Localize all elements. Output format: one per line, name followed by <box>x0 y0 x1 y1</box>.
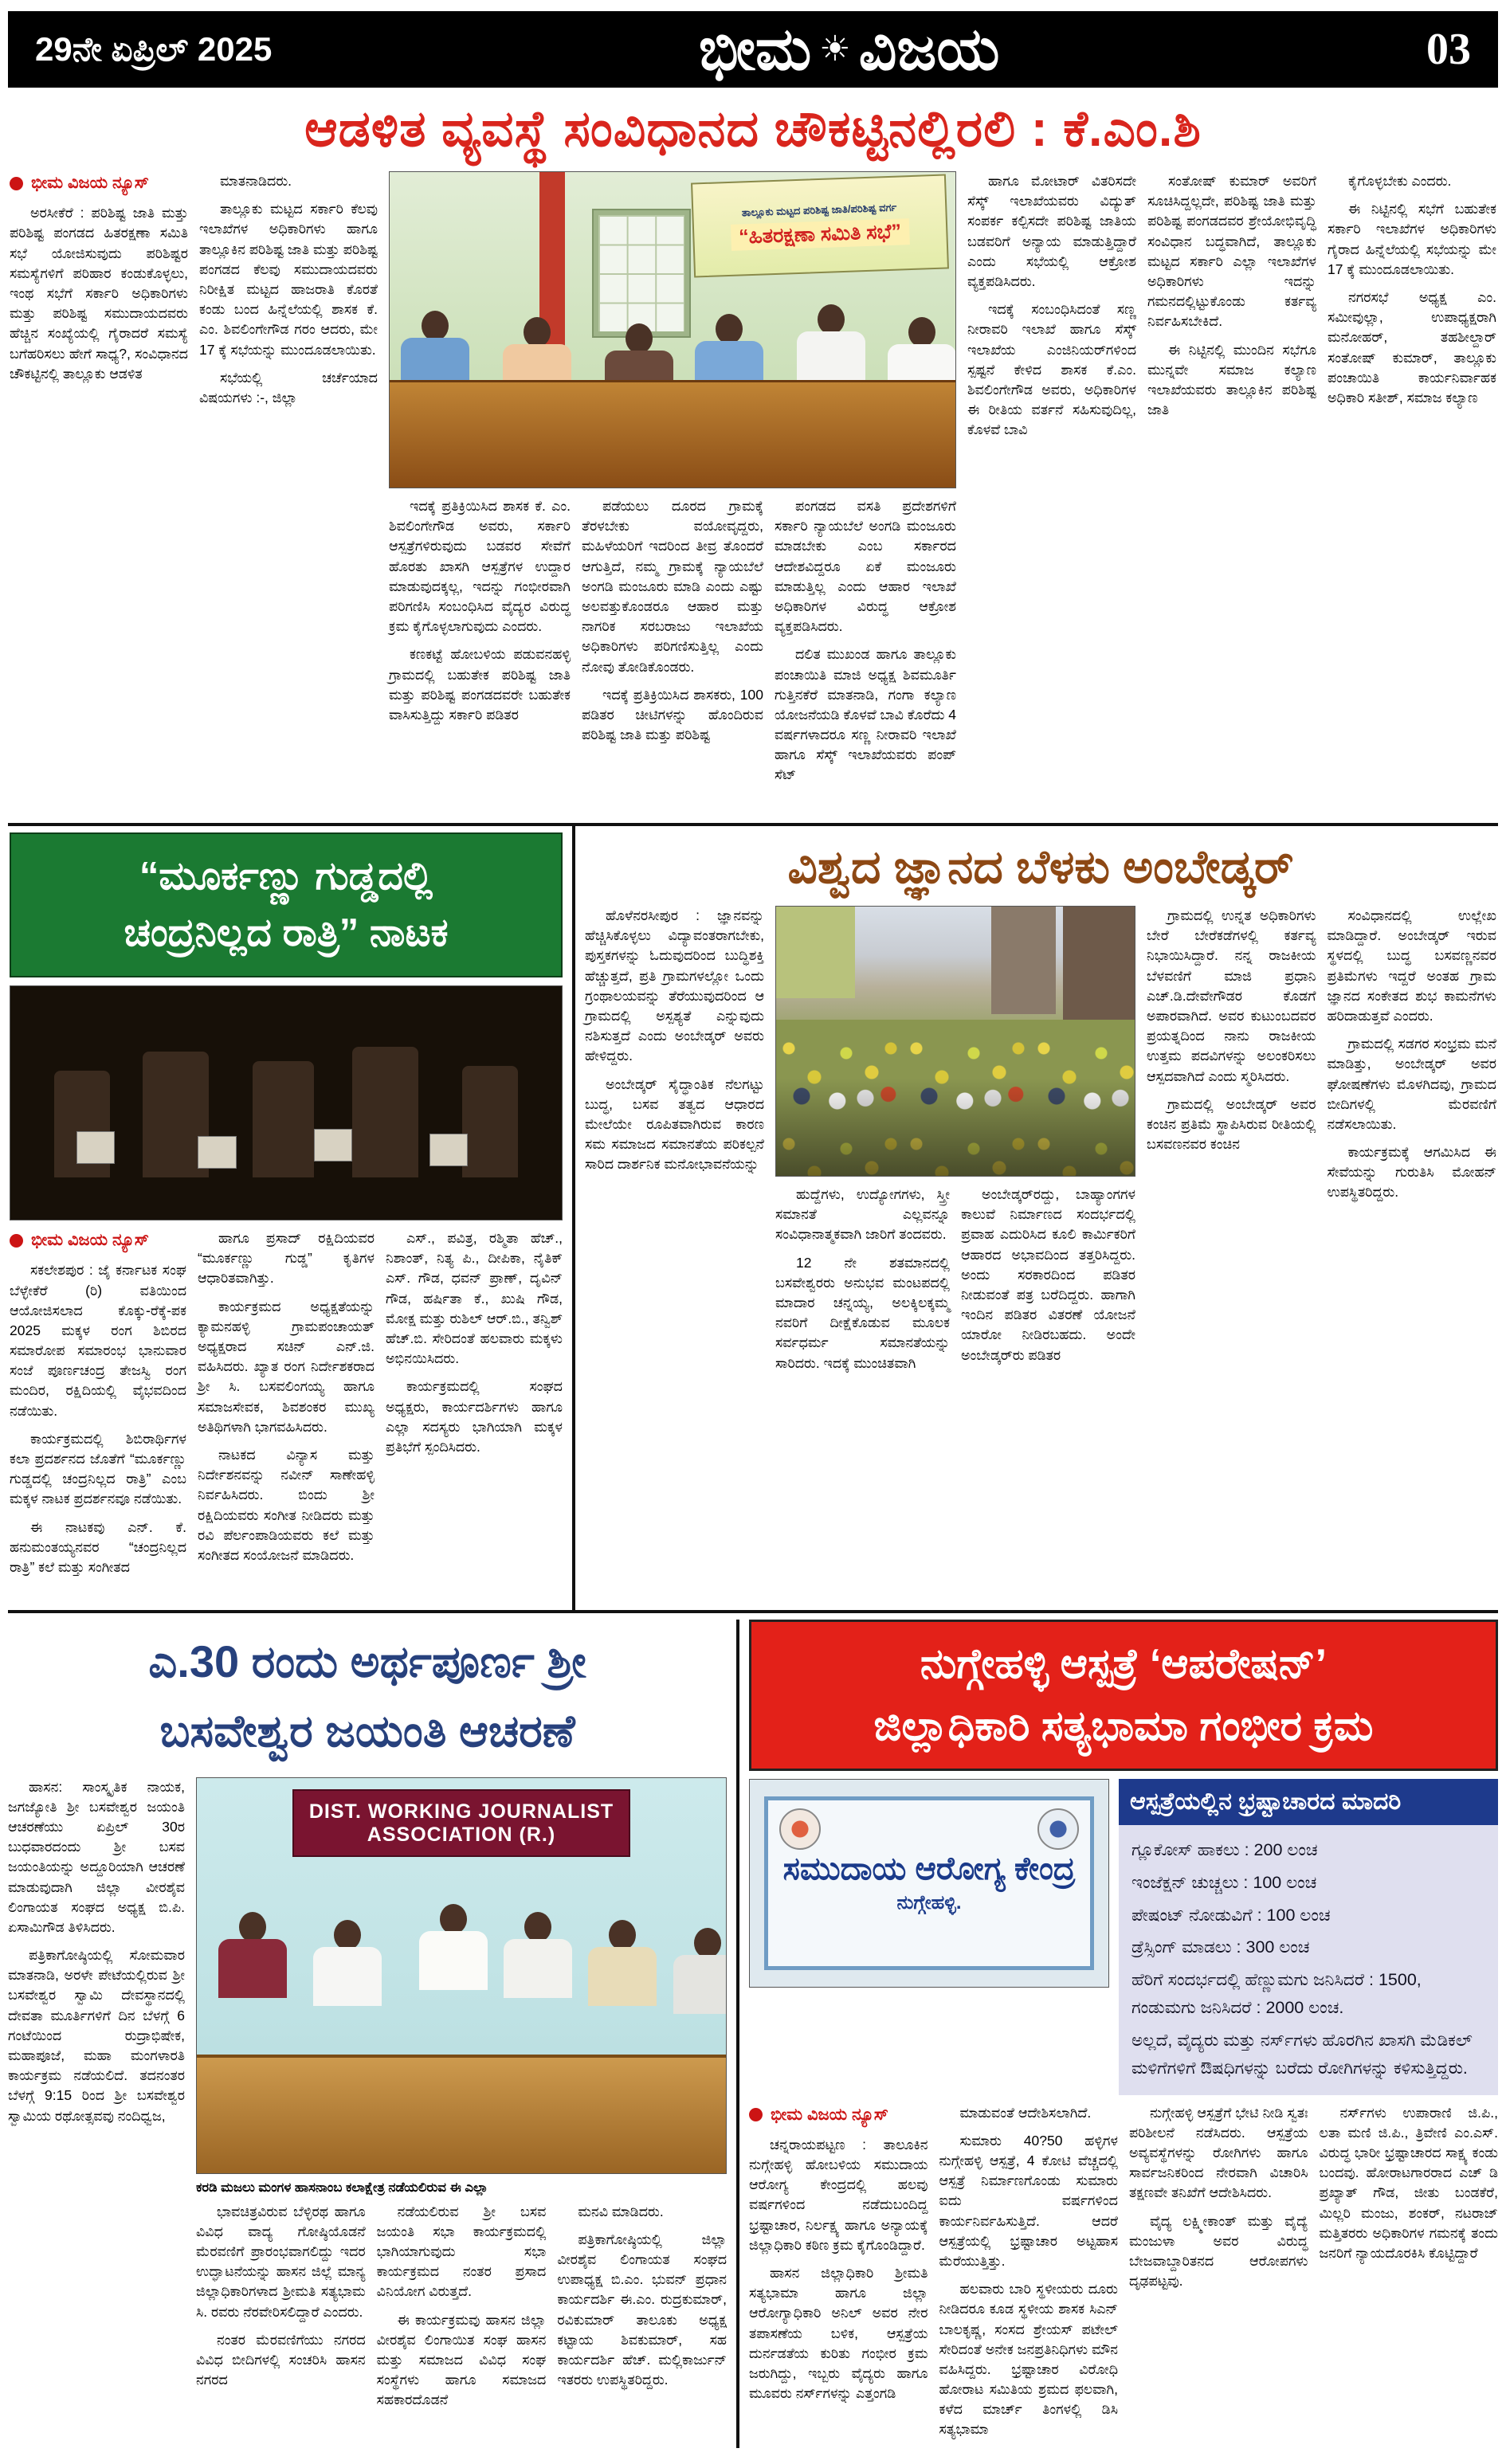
basava-right <box>196 1777 727 2419</box>
column-text <box>389 496 571 725</box>
paragraph: ಕಾರ್ಯಕ್ರಮದ ಅಧ್ಯಕ್ಷತೆಯನ್ನು ಕ್ಯಾಮನಹಳ್ಳಿ ಗ್ರಾಮಪಂಚಾಯತ್ ಅಧ್ಯಕ್ಷರಾದ ಸಚಿನ್ ಎನ್.ಜಿ. ವಹಿಸಿದರು. ಖ್ಯಾತ ರಂಗ ನಿರ್ದೇಶಕರಾದ ಶ್ರೀ ಸಿ. ಬಸವಲಿಂಗಯ್ಯ ಹಾಗೂ ಸಮಾಜಸೇವಕ, ಶಿವಶಂಕರ ಮುಖ್ಯ ಅತಿಥಿಗಳಾಗಿ ಭಾಗವಹಿಸಿದರು. <box>198 1298 375 1435</box>
bottom-band <box>8 1613 1498 2448</box>
main-story-middle <box>389 171 956 812</box>
paragraph: ತಾಲ್ಲೂಕು ಮಟ್ಟದ ಸರ್ಕಾರಿ ಕೆಲವು ಇಲಾಖೆಗಳ ಅಧಿಕಾರಿಗಳು ಹಾಗೂ ತಾಲ್ಲೂಕಿನ ಪರಿಶಿಷ್ಟ ಜಾತಿ ಮತ್ತು ಪರಿಶಿಷ್ಟ ಪಂಗಡದ ಕೆಲವು ಸಮುದಾಯದವರು ನಿರೀಕ್ಷಿತ ಮಟ್ಟದ ಹಾಜರಾತಿ ಕೊರತೆ ಕಂಡು ಬಂದ ಹಿನ್ನೆಲೆಯಲ್ಲಿ ಶಾಸಕ ಕೆ. ಎಂ. ಶಿವಲಿಂಗೇಗೌಡ ಗರಂ ಆದರು, ಮೇ 17 ಕ್ಕೆ ಸಭೆಯನ್ನು ಮುಂದೂಡಲಾಯಿತು. <box>199 201 378 358</box>
press-conference-photo <box>196 1777 727 2174</box>
paragraph: ಹಾಸನ: ಸಾಂಸ್ಕೃತಿಕ ನಾಯಕ, ಜಗಜ್ಯೋತಿ ಶ್ರೀ ಬಸವೇಶ್ವರ ಜಯಂತಿ ಆಚರಣೆಯು ಏಪ್ರಿಲ್ 30ರ ಬುಧವಾರದಂದು ಶ್ರೀ ಬಸವ ಜಯಂತಿಯನ್ನು ಅದ್ದೂರಿಯಾಗಿ ಆಚರಣೆ ಮಾಡುವುದಾಗಿ ಜಿಲ್ಲಾ ವೀರಶೈವ ಲಿಂಗಾಯತ ಸಂಘದ ಅಧ್ಯಕ್ಷ ಬಿ.ಪಿ. ಏಸಾಮಿಗೌಡ ತಿಳಿಸಿದರು. <box>8 1778 185 1935</box>
page-number: 03 <box>1426 25 1471 74</box>
column <box>1147 171 1316 812</box>
procession-photo <box>775 906 1135 1177</box>
paragraph: ಪತ್ರಿಕಾಗೋಷ್ಠಿಯಲ್ಲಿ ಸೋಮವಾರ ಮಾತನಾಡಿ, ಅರಳೇ ಪೇಟೆಯಲ್ಲಿರುವ ಶ್ರೀ ಬಸವೇಶ್ವರ ಸ್ವಾಮಿ ದೇವಸ್ಥಾನದಲ್ಲಿ ದೇವತಾ ಮೂರ್ತಿಗಳಿಗೆ ದಿನ ಬೆಳಗ್ಗೆ 6 ಗಂಟೆಯಿಂದ ರುದ್ರಾಭಿಷೇಕ, ಮಹಾಪೂಜೆ, ಮಹಾ ಮಂಗಳಾರತಿ ಕಾರ್ಯಕ್ರಮ ನಡೆಯಲಿದೆ. ತದನಂತರ ಬೆಳಗ್ಗೆ 9:15 ರಿಂದ ಶ್ರೀ ಬಸವೇಶ್ವರ ಸ್ವಾಮಿಯ ರಥೋತ್ಸವವು ನಂದಿಧ್ವಜ, <box>8 1947 185 2124</box>
paragraph: ಈ ನಾಟಕವು ಎನ್. ಕೆ. ಹನುಮಂತಯ್ಯನವರ “ಚಂದ್ರನಿಲ್ಲದ ರಾತ್ರಿ” ಕಲೆ ಮತ್ತು ಸಂಗೀತದ <box>10 1518 186 1575</box>
health-dept-logo-icon <box>1037 1808 1079 1850</box>
paragraph: ಗ್ರಾಮದಲ್ಲಿ ಸಡಗರ ಸಂಭ್ರಮ ಮನೆ ಮಾಡಿತ್ತು, ಅಂಬೇಡ್ಕರ್ ಅವರ ಘೋಷಣೆಗಳು ಮೊಳಗಿದವು, ಗ್ರಾಮದ ಬೀದಿಗಳಲ್ಲಿ ಮೆರವಣಿಗೆ ನಡೆಸಲಾಯಿತು. <box>1327 1036 1496 1132</box>
hospital-sign-photo <box>749 1779 1109 1988</box>
paragraph: ಇದಕ್ಕೆ ಪ್ರತಿಕ್ರಿಯಿಸಿದ ಶಾಸಕ ಕೆ. ಎಂ. ಶಿವಲಿಂಗೇಗೌಡ ಅವರು, ಸರ್ಕಾರಿ ಆಸ್ಪತ್ರೆಗಳಿರುವುದು ಬಡವರ ಸೇವೆಗೆ ಹೊರತು ಖಾಸಗಿ ಆಸ್ಪತ್ರೆಗಳ ಉದ್ದಾರ ಮಾಡುವುದಕ್ಕಲ್ಲ, ಇದನ್ನು ಗಂಭೀರವಾಗಿ ಪರಿಗಣಿಸಿ ಸಂಬಂಧಿಸಿದ ವೈದ್ಯರ ವಿರುದ್ಧ ಕ್ರಮ ಕೈಗೊಳ್ಳಲಾಗುವುದು ಎಂದರು. <box>389 498 571 635</box>
byline <box>749 2103 928 2127</box>
ambedkar-body <box>585 906 1496 1381</box>
press-photo-caption: ಕರಡಿ ಮಜಲು ಮಂಗಳ ಹಾಸನಾಂಬ ಕಲಾಕ್ಷೇತ್ರ ನಡೆಯಲಿರುವ ಈ ಎಲ್ಲಾ <box>196 2180 488 2195</box>
main-story-left-columns <box>10 171 378 812</box>
paragraph: ಪಡೆಯಲು ದೂರದ ಗ್ರಾಮಕ್ಕೆ ತೆರಳಬೇಕು ವಯೋವೃದ್ದರು, ಮಹಿಳೆಯರಿಗೆ ಇದರಿಂದ ತೀವ್ರ ತೊಂದರೆ ಆಗುತ್ತಿದೆ, ನಮ್ಮ ಗ್ರಾಮಕ್ಕೆ ನ್ಯಾಯಬೆಲೆ ಅಂಗಡಿ ಮಂಜೂರು ಮಾಡಿ ಎಂದು ಎಷ್ಟು ಅಲವತ್ತುಕೊಂಡರೂ ಆಹಾರ ಮತ್ತು ನಾಗರಿಕ ಸರಬರಾಜು ಇಲಾಖೆಯ ಅಧಿಕಾರಿಗಳು ಪರಿಗಣಿಸುತ್ತಿಲ್ಲ ಎಂದು ನೋವು ತೋಡಿಕೊಂಡರು. <box>582 498 763 675</box>
column <box>967 171 1136 812</box>
paragraph: ಕಣಕಟ್ಟೆ ಹೋಬಳಿಯ ಪಡುವನಹಳ್ಳಿ ಗ್ರಾಮದಲ್ಲಿ ಬಹುತೇಕ ಪರಿಶಿಷ್ಟ ಜಾತಿ ಮತ್ತು ಪರಿಶಿಷ್ಟ ಪಂಗಡದವರೇ ಬಹುತೇಕ ವಾಸಿಸುತ್ತಿದ್ದು ಸರ್ಕಾರಿ ಪಡಿತರ <box>389 646 571 723</box>
byline-dot-icon <box>10 177 23 190</box>
column <box>1129 2103 1308 2448</box>
paragraph: ಹುದ್ದೆಗಳು, ಉದ್ಯೋಗಗಳು, ಸ್ತ್ರೀ ಸಮಾನತೆ ಎಲ್ಲವನ್ನೂ ಸಂವಿಧಾನಾತ್ಮಕವಾಗಿ ಜಾರಿಗೆ ತಂದವರು. <box>775 1186 950 1243</box>
hospital-headline-line2: ಜಿಲ್ಲಾಧಿಕಾರಿ ಸತ್ಯಭಾಮಾ ಗಂಭೀರ ಕ್ರಮ <box>873 1703 1374 1749</box>
basava-headline-line1: ಎ.30 ರಂದು ಅರ್ಥಪೂರ್ಣ ಶ್ರೀ <box>148 1636 586 1686</box>
paragraph: ಹೆರಿಗೆ ಸಂದರ್ಭದಲ್ಲಿ ಹೆಣ್ಣುಮಗು ಜನಿಸಿದರೆ : 1500, ಗಂಡುಮಗು ಜನಿಸಿದರೆ : 2000 ಲಂಚ. <box>1131 1970 1422 2018</box>
sign-line1: ಸಮುದಾಯ ಆರೋಗ್ಯ ಕೇಂದ್ರ <box>782 1851 1076 1887</box>
drama-headline <box>10 832 563 977</box>
paragraph: ಅರಸೀಕೆರೆ : ಪರಿಶಿಷ್ಟ ಜಾತಿ ಮತ್ತು ಪರಿಶಿಷ್ಟ ಪಂಗಡದ ಹಿತರಕ್ಷಣಾ ಸಮಿತಿ ಸಭೆ ಯೋಜಿಸುವುದು ಪರಿಶಿಷ್ಟರ ಸಮಸ್ಯೆಗಳಿಗೆ ಪರಿಹಾರ ಕಂಡುಕೊಳ್ಳಲು, ಇಂಥ ಸಭೆಗೆ ಸರ್ಕಾರಿ ಅಧಿಕಾರಿಗಳು ಮತ್ತು ಪರಿಶಿಷ್ಟ ಸಮುದಾಯದವರು ಹೆಚ್ಚಿನ ಸಂಖ್ಯೆಯಲ್ಲಿ ಗೈರಾದರೆ ಸಮಸ್ಯೆ ಬಗೆಹರಿಸಲು ಹೇಗೆ ಸಾಧ್ಯ?, ಸಂವಿಧಾನದ ಚೌಕಟ್ಟಿನಲ್ಲಿ ತಾಲ್ಲೂಕು ಆಡಳಿತ <box>10 205 188 382</box>
paragraph: ನುಗ್ಗೇಹಳ್ಳಿ ಆಸ್ಪತ್ರೆಗೆ ಭೇಟಿ ನೀಡಿ ಸ್ವತಃ ಪರಿಶೀಲನೆ ನಡೆಸಿದರು. ಆಸ್ಪತ್ರೆಯ ಅವ್ಯವಸ್ಥೆಗಳನ್ನು ರೋಗಿಗಳು ಹಾಗೂ ಸಾರ್ವಜನಿಕರಿಂದ ನೇರವಾಗಿ ವಿಚಾರಿಸಿ ತಕ್ಷಣವೇ ತನಿಖೆಗೆ ಆದೇಶಿಸಿದರು. <box>1129 2104 1308 2201</box>
column-text <box>585 906 764 1174</box>
byline-label: ಭೀಮ ವಿಜಯ ನ್ಯೂಸ್ <box>31 174 149 192</box>
column-text <box>198 1228 375 1565</box>
banner-line2: “ಹಿತರಕ್ಷಣಾ ಸಮಿತಿ ಸಭೆ” <box>731 218 910 251</box>
certificate-shape <box>76 1131 115 1164</box>
paragraph: ಭಾವಚಿತ್ರವಿರುವ ಬೆಳ್ಳಿರಥ ಹಾಗೂ ವಿವಿಧ ವಾದ್ಯ ಗೋಷ್ಠಿಯೊಡನೆ ಮೆರವಣಿಗೆ ಪ್ರಾರಂಭವಾಗಲಿದ್ದು ಇದರ ಉದ್ಘಾಟನೆಯನ್ನು ಹಾಸನ ಜಿಲ್ಲೆ ಮಾನ್ಯ ಜಿಲ್ಲಾಧಿಕಾರಿಗಳಾದ ಶ್ರೀಮತಿ ಸತ್ಯಭಾಮ ಸಿ. ರವರು ನೆರವೇರಿಸಲಿದ್ದಾರೆ ಎಂದರು. <box>196 2203 366 2320</box>
column-text <box>1328 906 1497 1203</box>
person-figure <box>419 1904 488 1990</box>
column <box>198 1228 375 1585</box>
paragraph: ದಲಿತ ಮುಖಂಡ ಹಾಗೂ ತಾಲ್ಲೂಕು ಪಂಚಾಯಿತಿ ಮಾಜಿ ಅಧ್ಯಕ್ಷ ಶಿವಮೂರ್ತಿ ಗುತ್ತಿನಕೆರೆ ಮಾತನಾಡಿ, ಗಂಗಾ ಕಲ್ಯಾಣ ಯೋಜನೆಯಡಿ ಕೊಳವೆ ಬಾವಿ ಕೊರೆದು 4 ವರ್ಷಗಳಾದರೂ ಸಣ್ಣ ನೀರಾವರಿ ಇಲಾಖೆ ಹಾಗೂ ಸೆಸ್ಕ್ ಇಲಾಖೆಯವರು ಪಂಪ್ ಸೆಟ್ <box>775 646 956 783</box>
column-text <box>10 1260 186 1577</box>
column <box>585 906 764 1381</box>
paragraph: 12 ನೇ ಶತಮಾನದಲ್ಲಿ ಬಸವೇಶ್ವರರು ಅನುಭವ ಮಂಟಪದಲ್ಲಿ ಮಾದಾರ ಚನ್ನಯ್ಯ, ಅಲಕ್ಕಿಲಕ್ಕಮ್ಮ ನವರಿಗೆ ದೀಕ್ಷೆಕೊಡುವ ಮೂಲಕ ಸರ್ವಧರ್ಮ ಸಮಾನತೆಯನ್ನು ಸಾರಿದರು. ಇದಕ್ಕೆ ಮುಂಚಿತವಾಗಿ <box>775 1254 950 1371</box>
middle-band <box>8 826 1498 1613</box>
paragraph: ನಾಟಕದ ವಿನ್ಯಾಸ ಮತ್ತು ನಿರ್ದೇಶನವನ್ನು ನವೀನ್ ಸಾಣೇಹಳ್ಳಿ ನಿರ್ವಹಿಸಿದರು. ಬಿಂದು ಶ್ರೀ ರಕ್ಷಿದಿಯವರು ಸಂಗೀತ ನೀಡಿದರು ಮತ್ತು ರವಿ ಪೆರ್ಲಂಪಾಡಿಯವರು ಕಲೆ ಮತ್ತು ಸಂಗೀತದ ಸಂಯೋಜನೆ ಮಾಡಿದರು. <box>198 1446 375 1563</box>
column-text <box>377 2202 547 2411</box>
column-text <box>386 1228 563 1457</box>
masthead <box>8 11 1498 88</box>
ambedkar-story <box>575 826 1498 1610</box>
column-text <box>1320 2103 1499 2264</box>
paper-title <box>699 15 1000 84</box>
column <box>775 496 956 793</box>
infobox-items <box>1119 1825 1498 2095</box>
paper-title-left: ಭೀಮ <box>698 15 812 82</box>
paragraph: ನಂತರ ಮೆರವಣಿಗೆಯು ನಗರದ ವಿವಿಧ ಬೀದಿಗಳಲ್ಲಿ ಸಂಚರಿಸಿ ಹಾಸನ ನಗರದ <box>196 2331 366 2388</box>
window-shape <box>594 210 690 336</box>
figure-shape <box>462 1066 517 1178</box>
certificate-shape <box>429 1134 468 1166</box>
hospital-story <box>739 1620 1498 2448</box>
building-shape <box>776 907 855 998</box>
column-text <box>775 1185 950 1373</box>
main-story <box>8 166 1498 826</box>
masthead-date: 29ನೇ ಏಪ್ರಿಲ್ 2025 <box>35 29 273 68</box>
column <box>389 496 571 793</box>
paragraph: ಚನ್ನರಾಯಪಟ್ಟಣ : ತಾಲೂಕಿನ ನುಗ್ಗೇಹಳ್ಳಿ ಹೋಬಳಿಯ ಸಮುದಾಯ ಆರೋಗ್ಯ ಕೇಂದ್ರದಲ್ಲಿ ಹಲವು ವರ್ಷಗಳಿಂದ ನಡೆದುಬಂದಿದ್ದ ಭ್ರಷ್ಟಾಚಾರ, ನಿರ್ಲಕ್ಷ್ಯ ಹಾಗೂ ಅನ್ಯಾಯಕ್ಕೆ ಜಿಲ್ಲಾಧಿಕಾರಿ ಕಠಿಣ ಕ್ರಮ ಕೈಗೊಂಡಿದ್ದಾರೆ. <box>749 2136 928 2253</box>
column <box>939 2103 1119 2448</box>
ambedkar-middle <box>775 906 1135 1381</box>
paragraph: ನಗರಸಭೆ ಅಧ್ಯಕ್ಷ ಎಂ. ಸಮೀವುಲ್ಲಾ, ಉಪಾಧ್ಯಕ್ಷರಾಗಿ ಮನೋಹರ್, ತಹಶೀಲ್ದಾರ್ ಸಂತೋಷ್ ಕುಮಾರ್, ತಾಲ್ಲೂಕು ಪಂಚಾಯಿತಿ ಕಾರ್ಯನಿರ್ವಾಹಕ ಅಧಿಕಾರಿ ಸತೀಶ್, ಸಮಾಜ ಕಲ್ಯಾಣ <box>1328 288 1496 405</box>
sun-chakra-icon: ☀ <box>819 29 851 69</box>
banner-line1: ತಾಲ್ಲೂಕು ಮಟ್ಟದ ಪರಿಶಿಷ್ಟ ಜಾತಿ/ಪರಿಶಿಷ್ಟ ವರ್ಗ <box>741 201 897 219</box>
column-text <box>199 171 378 408</box>
person-figure <box>588 1920 657 2006</box>
table-shape <box>390 380 955 488</box>
column-text <box>1129 2103 1308 2292</box>
paragraph: ಸಕಲೇಶಪುರ : ಜೈ ಕರ್ನಾಟಕ ಸಂಘ ಬೆಳ್ಳೇಕೆರೆ (ರಿ) ವತಿಯಿಂದ ಆಯೋಜಿಸಲಾದ ಕೊಕ್ಕು-ರೆಕ್ಕೆ-ಪಕ 2025 ಮಕ್ಕಳ ರಂಗ ಶಿಬಿರದ ಸಮಾರೋಪ ಸಮಾರಂಭ ಭಾನುವಾರ ಸಂಜೆ ಪೂರ್ಣಚಂದ್ರ ತೇಜಸ್ವಿ ರಂಗ ಮಂದಿರ, ರಕ್ಷಿದಿಯಲ್ಲಿ ವೈಭವದಿಂದ ನಡೆಯಿತು. <box>10 1262 186 1419</box>
column <box>749 2103 928 2448</box>
column <box>196 2202 366 2419</box>
paragraph: ಕಾರ್ಯಕ್ರಮದಲ್ಲಿ ಶಿಬಿರಾರ್ಥಿಗಳ ಕಲಾ ಪ್ರದರ್ಶನದ ಜೊತೆಗೆ “ಮೂರ್ಕಣ್ಣು ಗುಡ್ಡದಲ್ಲಿ ಚಂದ್ರನಿಲ್ಲದ ರಾತ್ರಿ” ಎಂಬ ಮಕ್ಕಳ ನಾಟಕ ಪ್ರದರ್ಶನವೂ ನಡೆಯಿತು. <box>10 1430 186 1507</box>
paragraph: ಅಂಬೇಡ್ಕರ್‌ರದ್ದು, ಬಾಹ್ಯಾಂಗಗಳ ಕಾಲುವೆ ನಿರ್ಮಾಣದ ಸಂದರ್ಭದಲ್ಲಿ ಪ್ರವಾಹ ಎದುರಿಸಿದ ಕೂಲಿ ಕಾರ್ಮಿಕರಿಗೆ ಆಹಾರದ ಅಭಾವದಿಂದ ತತ್ತರಿಸಿದ್ದರು. ಅಂದು ಸರಕಾರದಿಂದ ಪಡಿತರ ನೀಡುವಂತೆ ಪತ್ರ ಬರೆದಿದ್ದರು. ಹಾಗಾಗಿ ಇಂದಿನ ಪಡಿತರ ವಿತರಣೆ ಯೋಜನೆ ಯಾರೋ ನೀಡಿರಬಹದು. ಅಂದೇ ಅಂಬೇಡ್ಕರ್‌ರು ಪಡಿತರ <box>961 1186 1135 1363</box>
column-text <box>1147 171 1316 420</box>
drama-story <box>8 826 575 1610</box>
paragraph: ಪತ್ರಿಕಾಗೋಷ್ಠಿಯಲ್ಲಿ ಜಿಲ್ಲಾ ವೀರಶೈವ ಲಿಂಗಾಯತ ಸಂಘದ ಉಪಾಧ್ಯಕ್ಷ ಬಿ.ಎಂ. ಭುವನ್ ಪ್ರಧಾನ ಕಾರ್ಯದರ್ಶಿ ಈ.ಎಂ. ರುದ್ರಕುಮಾರ್, ರವಿಕುಮಾರ್ ತಾಲೂಕು ಅಧ್ಯಕ್ಷ ಕಟ್ಟಾಯ ಶಿವಕುಮಾರ್, ಸಹ ಕಾರ್ಯದರ್ಶಿ ಹೆಚ್. ಮಲ್ಲಿಕಾರ್ಜುನ್ ಇತರರು ಉಪಸ್ಥಿತರಿದ್ದರು. <box>557 2231 728 2388</box>
paragraph: ನಡೆಯಲಿರುವ ಶ್ರೀ ಬಸವ ಜಯಂತಿ ಸಭಾ ಕಾರ್ಯಕ್ರಮದಲ್ಲಿ ಭಾಗಿಯಾಗುವುದು ಸಭಾ ಕಾರ್ಯಕ್ರಮದ ನಂತರ ಪ್ರಸಾದ ವಿನಿಯೋಗ ವಿರುತ್ತದೆ. <box>376 2203 547 2300</box>
main-headline: ಆಡಳಿತ ವ್ಯವಸ್ಥೆ ಸಂವಿಧಾನದ ಚೌಕಟ್ಟಿನಲ್ಲಿರಲಿ : ಕೆ.ಎಂ.ಶಿ <box>304 101 1202 157</box>
paragraph: ಮಾತನಾಡಿದರು. <box>220 173 292 189</box>
paragraph: ಕೈಗೊಳ್ಳಬೇಕು ಎಂದರು. <box>1348 173 1452 189</box>
byline-dot-icon <box>10 1234 23 1248</box>
crowd-foreground-shape <box>776 1079 1135 1176</box>
paragraph: ಈ ನಿಟ್ಟಿನಲ್ಲಿ ಸಭೆಗೆ ಬಹುತೇಕ ಸರ್ಕಾರಿ ಇಲಾಖೆಗಳ ಅಧಿಕಾರಿಗಳು ಗೈರಾದ ಹಿನ್ನೆಲೆಯಲ್ಲಿ ಸಭೆಯನ್ನು ಮೇ 17 ಕ್ಕೆ ಮುಂದೂಡಲಾಯಿತು. <box>1328 201 1496 277</box>
basava-headline-line2: ಬಸವೇಶ್ವರ ಜಯಂತಿ ಆಚರಣೆ <box>159 1705 575 1756</box>
person-figure <box>218 1912 287 1998</box>
paragraph: ಈ ಕಾರ್ಯಕ್ರಮವು ಹಾಸನ ಜಿಲ್ಲಾ ವೀರಶೈವ ಲಿಂಗಾಯಿತ ಸಂಘ ಹಾಸನ ಮತ್ತು ಸಮಾಜದ ವಿವಿಧ ಸಂಘ ಸಂಸ್ಥೆಗಳು ಹಾಗೂ ಸಮಾಜದ ಸಹಕಾರದೊಡನೆ <box>376 2311 547 2408</box>
paragraph: ಗ್ರಾಮದಲ್ಲಿ ಉನ್ನತ ಅಧಿಕಾರಿಗಳು ಬೇರೆ ಬೇರೆಕಡೆಗಳಲ್ಲಿ ಕರ್ತವ್ಯ ನಿಭಾಯಿಸಿದ್ದಾರೆ. ನನ್ನ ರಾಜಕೀಯ ಬೆಳವಣಿಗೆ ಮಾಜಿ ಪ್ರಧಾನಿ ಎಚ್.ಡಿ.ದೇವೇಗೌಡರ ಕೊಡಗೆ ಅಪಾರವಾಗಿದೆ. ಅವರ ಕುಟುಂಬದವರ ಪ್ರಯತ್ನದಿಂದ ನಾನು ರಾಜಕೀಯ ಉತ್ತಮ ಪದವಿಗಳನ್ನು ಅಲಂಕರಿಸಲು ಆಸ್ಪದವಾಗಿದೆ ಎಂದು ಸ್ಮರಿಸಿದರು. <box>1147 907 1316 1084</box>
drama-columns <box>10 1228 563 1585</box>
basava-story <box>8 1620 739 2448</box>
paragraph: ಎಸ್., ಪವಿತ್ರ, ರಶ್ಮಿತಾ ಹೆಚ್., ನಿಶಾಂತ್, ನಿತ್ಯ ಪಿ., ದೀಪಿಕಾ, ನೈತಿಕ್ ಎಸ್. ಗೌಡ, ಧವನ್ ಪ್ರಾಣ್, ದೃವಿನ್ ಗೌಡ, ಹರ್ಷಿತಾ ಕೆ., ಖುಷಿ ಗೌಡ, ಮೋಕ್ಷ ಮತ್ತು ರುಶಿಲ್ ಆರ್.ಬಿ., ತನ್ವಿಶ್ ಹೆಚ್.ಬಿ. ಸೇರಿದಂತೆ ಹಲವಾರು ಮಕ್ಕಳು ಅಭಿನಯಿಸಿದರು. <box>386 1230 563 1367</box>
basava-body <box>8 1777 727 2419</box>
paragraph: ಹಾಗೂ ಪ್ರಸಾದ್ ರಕ್ಷಿದಿಯವರ “ಮೂರ್ಕಣ್ಣು ಗುಡ್ಡ” ಕೃತಿಗಳ ಆಧಾರಿತವಾಗಿತ್ತು. <box>198 1230 375 1287</box>
column-text <box>10 203 188 384</box>
column <box>557 2202 727 2419</box>
table-shape <box>197 2055 726 2173</box>
hospital-columns <box>749 2103 1498 2448</box>
paragraph: ಪೇಷಂಟ್ ನೋಡುವಿಗೆ : 100 ಲಂಚ <box>1131 1905 1331 1925</box>
building-shape <box>1063 907 1135 1030</box>
person-figure <box>797 304 865 390</box>
basava-headline <box>8 1620 727 1777</box>
column <box>199 171 378 812</box>
paragraph: ನರ್ಸ್‌ಗಳು ಉಪಾರಾಣಿ ಜಿ.ಪಿ., ಲತಾ ಮಣಿ ಜಿ.ಪಿ., ತ್ರಿವೇಣಿ ಎಂ.ಎಸ್. ವಿರುದ್ಧ ಭಾರೀ ಭ್ರಷ್ಟಾಚಾರದ ಸಾಕ್ಷ್ಯ ಕಂಡು ಬಂದವು. ಹೋರಾಟಗಾರರಾದ ಎಚ್ ಡಿ ಪ್ರಖ್ಯಾತ್ ಗೌಡ, ಜೀತು ಬಂಡಕೆರೆ, ಮಿಲ್ಲರಿ ಮಂಜು, ಶಂಕರ್, ನಟರಾಜ್ ಮತ್ತಿತರರು ಅಧಿಕಾರಿಗಳ ಗಮನಕ್ಕೆ ತಂದು ಜನರಿಗೆ ನ್ಯಾಯದೊರಕಿಸಿ ಕೊಟ್ಟಿದ್ದಾರೆ <box>1319 2104 1498 2261</box>
sign-board <box>764 1796 1094 1970</box>
column <box>775 1185 950 1381</box>
ambedkar-headline: ವಿಶ್ವದ ಜ್ಞಾನದ ಬೆಳಕು ಅಂಬೇಡ್ಕರ್ <box>787 841 1294 893</box>
building-shape <box>991 907 1056 1014</box>
paragraph: ವೈದ್ಯ ಲಕ್ಷ್ಮೀಕಾಂತ್ ಮತ್ತು ವೈದ್ಯೆ ಮಂಜುಳಾ ಅವರ ವಿರುದ್ಧ ಬೇಜವಾಬ್ದಾರಿತನದ ಆರೋಪಗಳು ದೃಢಪಟ್ಟವು. <box>1129 2212 1308 2290</box>
corruption-infobox <box>1119 1779 1498 2095</box>
paragraph: ಹಲವಾರು ಬಾರಿ ಸ್ಥಳೀಯರು ದೂರು ನೀಡಿದರೂ ಕೂಡ ಸ್ಥಳೀಯ ಶಾಸಕ ಸಿಎನ್ ಬಾಲಕೃಷ್ಣ, ಸಂಸದ ಶ್ರೇಯಸ್ ಪಟೇಲ್ ಸೇರಿದಂತೆ ಅನೇಕ ಜನಪ್ರತಿನಿಧಿಗಳು ಮೌನ ವಹಿಸಿದ್ದರು. ಭ್ರಷ್ಟಾಚಾರ ವಿರೋಧಿ ಹೋರಾಟ ಸಮಿತಿಯ ಶ್ರಮದ ಫಲವಾಗಿ, ಕಳೆದ ಮಾರ್ಚ್ ತಿಂಗಳಲ್ಲಿ ಡಿಸಿ ಸತ್ಯಭಾಮಾ <box>939 2281 1118 2438</box>
column <box>10 1228 186 1585</box>
column-text <box>961 1185 1135 1365</box>
paragraph: ಅಲ್ಲದೆ, ವೈದ್ಯರು ಮತ್ತು ನರ್ಸ್‌ಗಳು ಹೊರಗಿನ ಖಾಸಗಿ ಮೆಡಿಕಲ್ ಮಳಿಗೆಗಳಿಗೆ ಔಷಧಿಗಳನ್ನು ಬರೆದು ರೋಗಿಗಳನ್ನು ಕಳಿಸುತ್ತಿದ್ದರು. <box>1131 2030 1473 2078</box>
column-text <box>1328 171 1496 408</box>
person-figure <box>673 1928 727 2014</box>
column-text <box>749 2135 928 2403</box>
column <box>377 2202 547 2419</box>
sign-line2: ನುಗ್ಗೇಹಳ್ಳಿ. <box>896 1892 962 1914</box>
paragraph: ಹೊಳೆನರಸೀಪುರ : ಜ್ಞಾನವನ್ನು ಹೆಚ್ಚಿಸಿಕೊಳ್ಳಲು ವಿದ್ಯಾವಂತರಾಗಬೇಕು, ಪುಸ್ತಕಗಳನ್ನು ಓದುವುದರಿಂದ ಬುದ್ಧಿಶಕ್ತಿ ಹೆಚ್ಚುತ್ತದೆ, ಪ್ರತಿ ಗ್ರಾಮಗಳಲ್ಲೋ ಒಂದು ಗ್ರಂಥಾಲಯವನ್ನು ತೆರೆಯುವುದರಿಂದ ಆ ಗ್ರಾಮದಲ್ಲಿ ಅಸ್ಪಶ್ಯತೆ ಎನ್ನುವುದು ನಶಿಸುತ್ತದೆ ಎಂದು ಅಂಬೇಡ್ಕರ್ ಅವರು ಹೇಳಿದ್ದರು. <box>585 907 764 1064</box>
paragraph: ಪಂಗಡದ ವಸತಿ ಪ್ರದೇಶಗಳಿಗೆ ಸರ್ಕಾರಿ ನ್ಯಾಯಬೆಲೆ ಅಂಗಡಿ ಮಂಜೂರು ಮಾಡಬೇಕು ಎಂಬ ಸರ್ಕಾರದ ಆದೇಶವಿದ್ದರೂ ಏಕೆ ಮಂಜೂರು ಮಾಡುತ್ತಿಲ್ಲ ಎಂದು ಆಹಾರ ಇಲಾಖೆ ಅಧಿಕಾರಿಗಳ ವಿರುದ್ಧ ಆಕ್ರೋಶ ವ್ಯಕ್ತಪಡಿಸಿದರು. <box>775 498 956 635</box>
byline <box>10 1228 186 1252</box>
drama-group-photo <box>10 985 563 1220</box>
column-text <box>196 2202 366 2391</box>
paragraph: ಸಭೆಯಲ್ಲಿ ಚರ್ಚೆಯಾದ ವಿಷಯಗಳು :-, ಜಿಲ್ಲಾ <box>199 369 378 405</box>
byline-label: ಭೀಮ ವಿಜಯ ನ್ಯೂಸ್ <box>31 1231 149 1250</box>
column <box>1328 171 1496 812</box>
hospital-headline-line1: ನುಗ್ಗೇಹಳ್ಳಿ ಆಸ್ಪತ್ರೆ ‘ಆಪರೇಷನ್’ <box>920 1641 1328 1687</box>
drama-headline-line2: ಚಂದ್ರನಿಲ್ಲದ ರಾತ್ರಿ” ನಾಟಕ <box>124 911 449 955</box>
certificate-shape <box>314 1129 352 1161</box>
paragraph: ಗ್ರಾಮದಲ್ಲಿ ಅಂಬೇಡ್ಕರ್ ಅವರ ಕಂಚಿನ ಪ್ರತಿಮೆ ಸ್ಥಾಪಿಸಿರುವ ರೀತಿಯಲ್ಲಿ ಬಸವಣನವರ ಕಂಚಿನ <box>1147 1095 1316 1153</box>
paragraph: ಕಾರ್ಯಕ್ರಮದಲ್ಲಿ ಸಂಘದ ಅಧ್ಯಕ್ಷರು, ಕಾರ್ಯದರ್ಶಿಗಳು ಹಾಗೂ ಎಲ್ಲಾ ಸದಸ್ಯರು ಭಾಗಿಯಾಗಿ ಮಕ್ಕಳ ಪ್ರತಿಭೆಗೆ ಸ್ಪಂದಿಸಿದರು. <box>386 1378 563 1455</box>
main-story-right-columns <box>967 171 1496 812</box>
paragraph: ಮಾಡುವಂತೆ ಆದೇಶಿಸಲಾಗಿದೆ. <box>959 2104 1092 2121</box>
byline <box>10 171 188 195</box>
column <box>10 171 188 812</box>
press-banner: DIST. WORKING JOURNALIST ASSOCIATION (R.) <box>292 1789 631 1856</box>
column-text <box>775 496 956 785</box>
karnataka-logo-icon <box>779 1808 821 1850</box>
paper-title-right: ವಿಜಯ <box>858 15 1000 82</box>
person-figure <box>313 1920 382 2006</box>
paragraph: ಹಾಗೂ ಮೋಟಾರ್ ವಿತರಿಸದೇ ಸೆಸ್ಕ್ ಇಲಾಖೆಯವರು ವಿದ್ಯುತ್ ಸಂಪರ್ಕ ಕಲ್ಪಿಸದೇ ಪರಿಶಿಷ್ಟ ಜಾತಿಯ ಬಡವರಿಗೆ ಅನ್ಯಾಯ ಮಾಡುತ್ತಿದ್ದಾರೆ ಎಂದು ಸಭೆಯಲ್ಲಿ ಆಕ್ರೋಶ ವ್ಯಕ್ತಪಡಿಸಿದರು. <box>967 173 1136 289</box>
main-story-middle-columns <box>389 496 956 793</box>
paragraph: ಅಂಬೇಡ್ಕರ್ ಸೈದ್ಧಾಂತಿಕ ನೆಲಗಟ್ಟು ಬುದ್ಧ, ಬಸವ ತತ್ವದ ಆಧಾರದ ಮೇಲೆಯೇ ರೂಪಿತವಾಗಿರುವ ಕಾರಣ ಸಮ ಸಮಾಜದ ಸಮಾನತೆಯ ಪರಿಕಲ್ಪನೆ ಸಾರಿದ ದಾರ್ಶನಿಕ ಮನೋಭಾವನೆಯನ್ನು <box>585 1075 764 1173</box>
column-text <box>939 2103 1119 2440</box>
figure-shape <box>253 1061 313 1178</box>
paragraph: ಇದಕ್ಕೆ ಸಂಬಂಧಿಸಿದಂತೆ ಸಣ್ಣ ನೀರಾವರಿ ಇಲಾಖೆ ಹಾಗೂ ಸೆಸ್ಕ್ ಇಲಾಖೆಯ ಎಂಜಿನಿಯರ್‌ಗಳಿಂದ ಸ್ಪಷ್ಟನೆ ಕೇಳಿದ ಶಾಸಕ ಕೆ.ಎಂ. ಶಿವಲಿಂಗೇಗೌಡ ಅವರು, ಅಧಿಕಾರಿಗಳ ಈ ರೀತಿಯ ವರ್ತನೆ ಸಹಿಸುವುದಿಲ್ಲ, ಕೊಳವೆ ಬಾವಿ <box>967 301 1136 438</box>
person-figure <box>504 1912 572 1998</box>
paragraph: ಸುಮಾರು 40?50 ಹಳ್ಳಿಗಳ ನುಗ್ಗೇಹಳ್ಳಿ ಆಸ್ಪತ್ರೆ, 4 ಕೋಟಿ ವೆಚ್ಚದಲ್ಲಿ ಆಸ್ಪತ್ರೆ ನಿರ್ಮಾಣಗೊಂಡು ಸುಮಾರು ಐದು ವರ್ಷಗಳಿಂದ ಕಾರ್ಯನಿರ್ವಹಿಸುತ್ತಿದೆ. ಆದರೆ ಆಸ್ಪತ್ರೆಯಲ್ಲಿ ಭ್ರಷ್ಟಾಚಾರ ಅಟ್ಟಹಾಸ ಮೆರೆಯುತ್ತಿತ್ತು. <box>939 2132 1118 2269</box>
column <box>386 1228 563 1585</box>
column <box>1328 906 1497 1381</box>
column-text <box>8 1777 185 2126</box>
figure-shape <box>352 1047 418 1177</box>
ambedkar-right-columns <box>1147 906 1496 1381</box>
byline-dot-icon <box>749 2108 763 2121</box>
paragraph: ಇದಕ್ಕೆ ಪ್ರತಿಕ್ರಿಯಿಸಿದ ಶಾಸಕರು, 100 ಪಡಿತರ ಚೀಟಿಗಳನ್ನು ಹೊಂದಿರುವ ಪರಿಶಿಷ್ಟ ಜಾತಿ ಮತ್ತು ಪರಿಶಿಷ್ಟ <box>582 686 763 743</box>
paragraph: ಡ್ರೆಸ್ಸಿಂಗ್ ಮಾಡಲು : 300 ಲಂಚ <box>1131 1937 1310 1957</box>
ambedkar-mid-columns <box>775 1185 1135 1381</box>
paragraph: ಸಂತೋಷ್ ಕುಮಾರ್ ಅವರಿಗೆ ಸೂಚಿಸಿದ್ದಲ್ಲದೇ, ಪರಿಶಿಷ್ಟ ಜಾತಿ ಮತ್ತು ಪರಿಶಿಷ್ಟ ಪಂಗಡದವರ ಶ್ರೇಯೋಭಿವೃದ್ಧಿ ಸಂವಿಧಾನ ಬದ್ಧವಾಗಿದೆ, ತಾಲ್ಲೂಕು ಮಟ್ಟದ ಸರ್ಕಾರಿ ಎಲ್ಲಾ ಇಲಾಖೆಗಳ ಅಧಿಕಾರಿಗಳು ಇದನ್ನು ಗಮನದಲ್ಲಿಟ್ಟುಕೊಂಡು ಕರ್ತವ್ಯ ನಿರ್ವಹಿಸಬೇಕಿದೆ. <box>1147 173 1316 330</box>
hospital-headline <box>749 1620 1498 1771</box>
paragraph: ಇಂಜೆಕ್ಷನ್ ಚುಚ್ಚಲು : 100 ಲಂಚ <box>1131 1872 1317 1892</box>
column <box>1320 2103 1499 2448</box>
paragraph: ಮನವಿ ಮಾಡಿದರು. <box>578 2203 664 2219</box>
paragraph: ಹಾಸನ ಜಿಲ್ಲಾಧಿಕಾರಿ ಶ್ರೀಮತಿ ಸತ್ಯಭಾಮಾ ಹಾಗೂ ಜಿಲ್ಲಾ ಆರೋಗ್ಯಾಧಿಕಾರಿ ಅನಿಲ್ ಅವರ ನೇರ ತಪಾಸಣೆಯ ಬಳಿಕ, ಆಸ್ಪತ್ರೆಯ ದುರ್ನಡತೆಯ ಕುರಿತು ಗಂಭೀರ ಕ್ರಮ ಜರುಗಿದ್ದು, ಇಬ್ಬರು ವೈದ್ಯರು ಹಾಗೂ ಮೂವರು ನರ್ಸ್‌ಗಳನ್ನು ಎತ್ತಂಗಡಿ <box>749 2264 928 2402</box>
drama-headline-line1: “ಮೂರ್ಕಣ್ಣು ಗುಡ್ಡದಲ್ಲಿ <box>139 855 433 898</box>
byline-label: ಭೀಮ ವಿಜಯ ನ್ಯೂಸ್ <box>771 2105 888 2124</box>
infobox-title: ಆಸ್ಪತ್ರೆಯಲ್ಲಿನ ಭ್ರಷ್ಟಾಚಾರದ ಮಾದರಿ <box>1119 1779 1498 1825</box>
column-text <box>967 171 1136 440</box>
column-text <box>557 2202 727 2391</box>
basava-columns <box>196 2202 727 2419</box>
meeting-photo <box>389 171 956 488</box>
paragraph: ಗ್ಲೂಕೋಸ್ ಹಾಕಲು : 200 ಲಂಚ <box>1131 1840 1318 1859</box>
column-text <box>1147 906 1316 1154</box>
column <box>961 1185 1135 1381</box>
paragraph: ಈ ನಿಟ್ಟಿನಲ್ಲಿ ಮುಂದಿನ ಸಭೆಗೂ ಮುನ್ನವೇ ಸಮಾಜ ಕಲ್ಯಾಣ ಇಲಾಖೆಯವರು ತಾಲ್ಲೂಕಿನ ಪರಿಶಿಷ್ಟ ಜಾತಿ <box>1147 341 1316 418</box>
paragraph: ಸಂವಿಧಾನದಲ್ಲಿ ಉಲ್ಲೇಖ ಮಾಡಿದ್ದಾರೆ. ಅಂಬೇಡ್ಕರ್ ಇರುವ ಸ್ಥಳದಲ್ಲಿ ಬುದ್ಧ ಬಸವಣ್ಣನವರ ಪ್ರತಿಮೆಗಳು ಇದ್ದರೆ ಅಂತಹ ಗ್ರಾಮ ಜ್ಞಾನದ ಸಂಕೇತದ ಶುಭ ಕಾಮನೆಗಳು ಹರಿದಾಡುತ್ತವೆ ಎಂದರು. <box>1327 907 1496 1024</box>
meeting-banner <box>691 174 948 277</box>
hospital-top-row <box>749 1779 1498 2095</box>
paragraph: ಕಾರ್ಯಕ್ರಮಕ್ಕೆ ಆಗಮಿಸಿದ ಈ ಸೇವೆಯನ್ನು ಗುರುತಿಸಿ ಮೋಹನ್ ಉಪಸ್ಥಿತರಿದ್ದರು. <box>1327 1144 1496 1201</box>
certificate-shape <box>198 1136 236 1169</box>
column <box>8 1777 185 2419</box>
column-text <box>582 496 763 745</box>
column <box>582 496 763 793</box>
column <box>1147 906 1316 1381</box>
